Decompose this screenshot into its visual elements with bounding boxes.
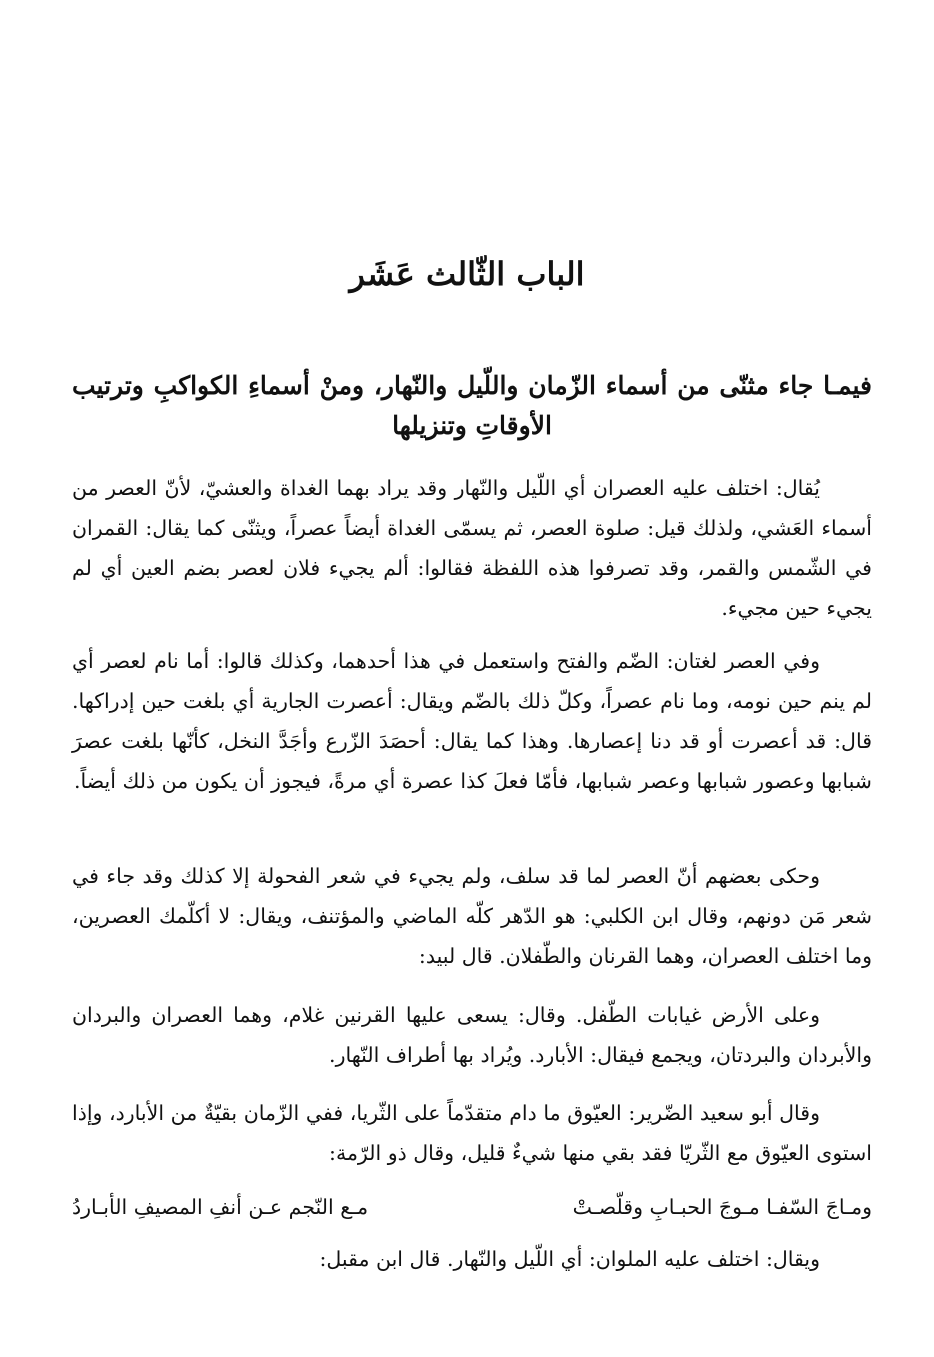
poetry-verse <box>72 1187 872 1227</box>
paragraph-2: وفي العصر لغتان: الضّم والفتح واستعمل في هذا أحدهما، وكذلك قالوا: أما نام لعصر أي لم ينم حين نومه، وما نام عصراً، وكلّ ذلك بالضّم ويقال: أعصرت الجارية أي بلغت حين إدراكها. قال: قد أعصرت أو قد دنا إعصارها. وهذا كما يقال: أحصَدَ الزّرع وأجَدَّ النخل، كأنّها بلغت عصرَ شبابها وعصور شبابها وعصر شبابها، فأمّا فعلَ كذا عصرة أي مرةً، فيجوز أن يكون من ذلك أيضاً. <box>72 649 872 793</box>
paragraph-3: وحكى بعضهم أنّ العصر لما قد سلف، ولم يجيء في شعر الفحولة إلا كذلك وقد جاء في شعر مَن دونهم، وقال ابن الكلبي: هو الدّهر كلّه الماضي والمؤتنف، ويقال: لا أكلّمك العصرين، وما اختلف العصران، وهما القرنان والطّفلان. قال لبيد: <box>72 864 872 968</box>
section-heading: فيمـا جاء مثنّى من أسماء الزّمان واللّيل والنّهار، ومنْ أسماءِ الكواكبِ وترتيب الأوقاتِ وتنزيلها <box>72 371 872 440</box>
paragraph-4: وعلى الأرض غيابات الطّفل. وقال: يسعى عليها القرنين غلام، وهما العصران والبردان والأبردان والبردتان، ويجمع فيقال: الأبارد. ويُراد بها أطراف النّهار. <box>72 1003 872 1067</box>
chapter-title: الباب الثّالث عَشَر <box>349 255 585 293</box>
verse-second-hemistich: مـع النّجم عـن أنفِ المصيفِ الأبـاردُ <box>72 1195 369 1219</box>
paragraph-5: وقال أبو سعيد الضّرير: العيّوق ما دام متقدّماً على الثّريا، ففي الزّمان بقيّةٌ من الأبارد، وإذا استوى العيّوق مع الثّريّا فقد بقي منها شيءٌ قليل، وقال ذو الرّمة: <box>72 1101 872 1165</box>
verse-first-hemistich: ومـاجَ السّفـا مـوجَ الحبـابِ وقلّصـتْ <box>572 1195 872 1219</box>
closing-line: ويقال: اختلف عليه الملوان: أي اللّيل والنّهار. قال ابن مقبل: <box>319 1247 820 1271</box>
paragraph-1: يُقال: اختلف عليه العصران أي اللّيل والنّهار وقد يراد بهما الغداة والعشيّ، لأنّ العصر من أسماء العَشي، ولذلك قيل: صلوة العصر، ثم يسمّى الغداة أيضاً عصراً، ويثنّى كما يقال: القمران في الشّمس والقمر، وقد تصرفوا هذه اللفظة فقالوا: ألم يجيء فلان لعصر بضم العين أي لم يجيء حين مجيء. <box>72 476 872 620</box>
